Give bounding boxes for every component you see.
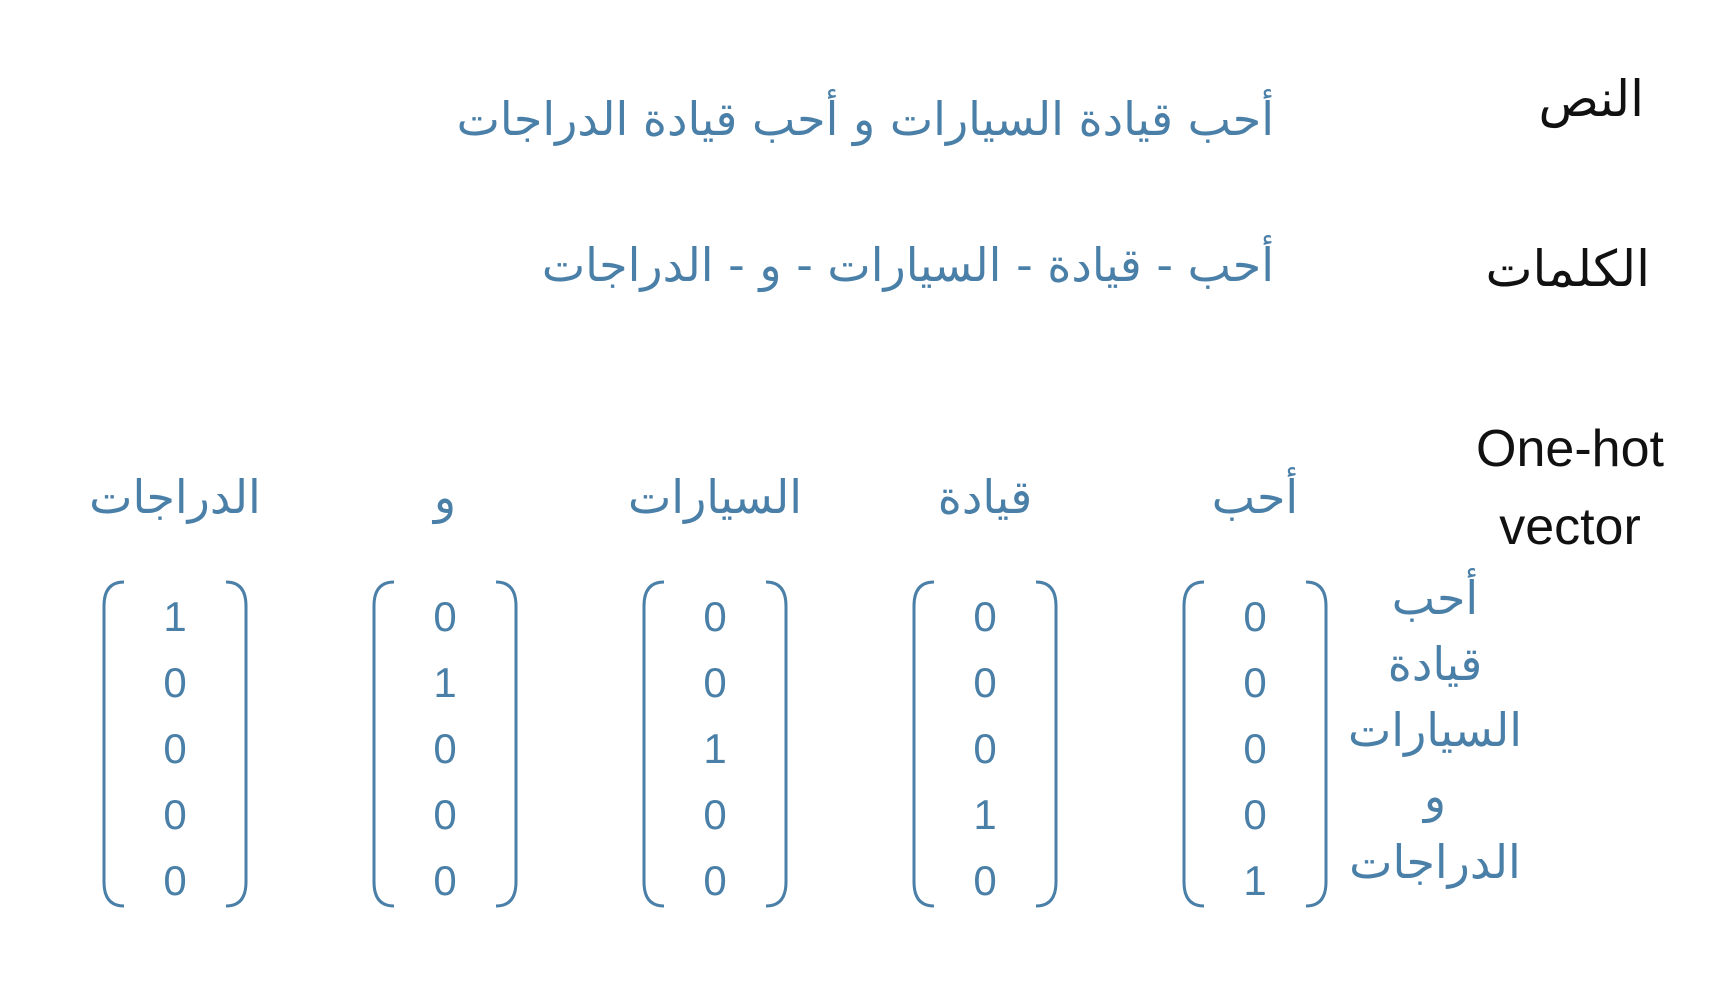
- vector-value: 0: [433, 593, 457, 640]
- column-header-1: أحب: [1211, 470, 1299, 524]
- column-header-3: السيارات: [627, 470, 803, 524]
- text-value: أحب قيادة السيارات و أحب قيادة الدراجات: [456, 92, 1274, 146]
- vector-value: 1: [433, 659, 457, 706]
- vector-value: 1: [973, 791, 997, 838]
- vector-value: 0: [1243, 725, 1267, 772]
- vocabulary-row-labels: [1330, 565, 1540, 895]
- vector-value: 0: [973, 725, 997, 772]
- column-header-2: قيادة: [937, 470, 1033, 524]
- vector-value: 0: [703, 659, 727, 706]
- vector-value: 0: [163, 791, 187, 838]
- row-label: السيارات: [1347, 703, 1523, 757]
- onehot-vector-3: [640, 578, 790, 910]
- vector-value: 0: [703, 593, 727, 640]
- vector-value: 1: [1243, 857, 1267, 904]
- vector-value: 0: [703, 791, 727, 838]
- vector-value: 0: [163, 857, 187, 904]
- words-value: أحب - قيادة - السيارات - و - الدراجات: [541, 238, 1274, 292]
- vector-value: 0: [1243, 791, 1267, 838]
- vector-value: 1: [163, 593, 187, 640]
- onehot-title-line2: vector: [1499, 498, 1641, 556]
- vector-value: 0: [433, 791, 457, 838]
- column-header-5: الدراجات: [89, 470, 261, 524]
- row-label: و: [1423, 769, 1447, 823]
- words-label: الكلمات: [1485, 240, 1650, 298]
- row-label: أحب: [1391, 571, 1479, 625]
- vector-value: 0: [703, 857, 727, 904]
- vector-value: 0: [433, 725, 457, 772]
- vector-value: 0: [433, 857, 457, 904]
- vector-value: 0: [1243, 659, 1267, 706]
- vector-value: 1: [703, 725, 727, 772]
- vector-value: 0: [973, 857, 997, 904]
- row-label: الدراجات: [1349, 835, 1521, 889]
- vector-value: 0: [163, 659, 187, 706]
- vector-value: 0: [163, 725, 187, 772]
- vector-value: 0: [973, 659, 997, 706]
- onehot-vector-4: [370, 578, 520, 910]
- vector-value: 0: [1243, 593, 1267, 640]
- onehot-vector-5: [100, 578, 250, 910]
- onehot-vector-title: [1450, 410, 1690, 566]
- onehot-vector-2: [910, 578, 1060, 910]
- vector-value: 0: [973, 593, 997, 640]
- column-header-4: و: [433, 470, 457, 524]
- onehot-title-line1: One-hot: [1476, 420, 1664, 478]
- row-label: قيادة: [1387, 637, 1483, 691]
- text-label: النص: [1538, 70, 1644, 128]
- onehot-vector-1: [1180, 578, 1330, 910]
